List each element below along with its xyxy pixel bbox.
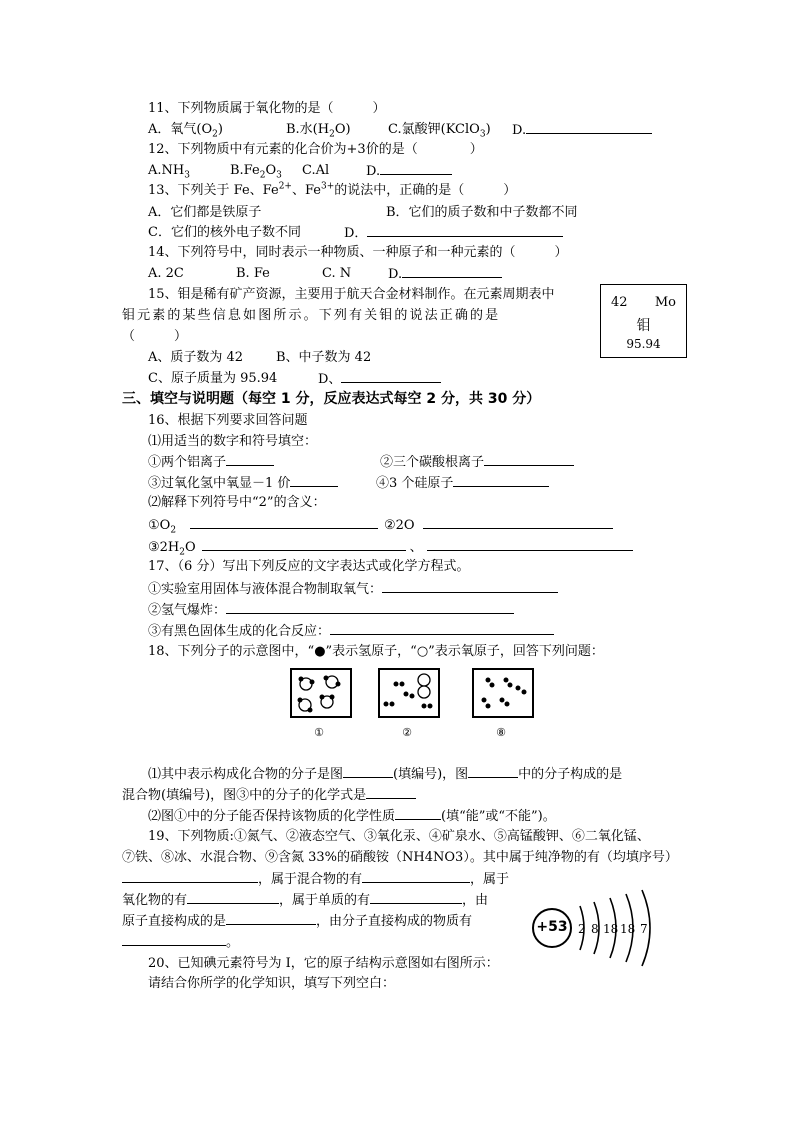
atomic-number: 42: [611, 295, 628, 310]
answer-blank[interactable]: [402, 265, 502, 278]
answer-blank[interactable]: [453, 474, 549, 487]
answer-blank[interactable]: [187, 891, 279, 904]
q13-stem: 13、下列关于 Fe、$Fe^{2+}$、$Fe^{3+}$的说法中，正确的是（ ）: [148, 181, 517, 198]
molecule-label-3: ⑧: [496, 726, 506, 739]
answer-blank[interactable]: [526, 121, 652, 134]
answer-blank[interactable]: [122, 933, 226, 946]
answer-blank[interactable]: [366, 786, 416, 799]
molecule-label-2: ②: [402, 726, 412, 739]
answer-blank[interactable]: [370, 891, 462, 904]
answer-blank[interactable]: [395, 807, 441, 820]
answer-blank[interactable]: [367, 224, 563, 237]
atomic-mass: 95.94: [626, 337, 661, 351]
answer-blank[interactable]: [122, 870, 258, 883]
q15-stem: 15、钼是稀有矿产资源，主要用于航天合金材料制作。在元素周期表中: [148, 287, 555, 302]
answer-blank[interactable]: [226, 453, 274, 466]
molecule-label-1: ①: [314, 726, 324, 739]
answer-blank[interactable]: [226, 912, 316, 925]
q20-stem: 20、已知碘元素符号为 I，它的原子结构示意图如右图所示：: [148, 956, 499, 971]
answer-blank[interactable]: [330, 622, 554, 635]
answer-blank[interactable]: [362, 870, 470, 883]
answer-blank[interactable]: [484, 453, 574, 466]
answer-blank[interactable]: [382, 580, 558, 593]
shell-3-electrons: 18: [603, 922, 619, 936]
q11-options: A．氧气$(O_2)$: [148, 122, 223, 140]
answer-blank[interactable]: [202, 538, 406, 551]
element-symbol: Mo: [654, 295, 676, 310]
element-card-molybdenum: [600, 284, 687, 358]
iodine-atom-diagram: [528, 888, 660, 968]
nucleus-charge: +53: [536, 919, 568, 935]
answer-blank[interactable]: [380, 162, 452, 175]
molecule-box-3: [472, 668, 534, 718]
q18-stem: 18、下列分子的示意图中，“●”表示氢原子，“○”表示氧原子，回答下列问题：: [148, 644, 604, 659]
q11-stem: 11、下列物质属于氧化物的是（ ）: [148, 101, 386, 116]
section-title: 三、填空与说明题（每空 1 分，反应表达式每空 2 分，共 30 分）: [122, 391, 541, 407]
q17-stem: 17、（6 分）写出下列反应的文字表达式或化学方程式。: [148, 559, 470, 574]
answer-blank[interactable]: [226, 601, 514, 614]
q19-stem: 19、下列物质:①氮气、②液态空气、③氧化汞、④矿泉水、⑤高锰酸钾、⑥二氧化锰、: [148, 829, 650, 844]
answer-blank[interactable]: [423, 516, 613, 529]
answer-blank[interactable]: [468, 765, 518, 778]
q16-stem: 16、根据下列要求回答问题: [148, 413, 308, 428]
answer-blank[interactable]: [290, 474, 338, 487]
molecule-box-1: [290, 668, 352, 718]
answer-blank[interactable]: [343, 765, 393, 778]
q12-stem: 12、下列物质中有元素的化合价为+3价的是（ ）: [148, 142, 483, 157]
shell-5-electrons: 7: [640, 922, 648, 936]
answer-blank[interactable]: [341, 370, 441, 383]
element-name: 钼: [636, 318, 651, 334]
shell-4-electrons: 18: [620, 922, 636, 936]
answer-blank[interactable]: [427, 538, 633, 551]
shell-1-electrons: 2: [578, 922, 586, 936]
molecule-box-2: [378, 668, 440, 718]
shell-2-electrons: 8: [591, 922, 599, 936]
answer-blank[interactable]: [190, 516, 378, 529]
q14-stem: 14、下列符号中，同时表示一种物质、一种原子和一种元素的（ ）: [148, 245, 568, 260]
